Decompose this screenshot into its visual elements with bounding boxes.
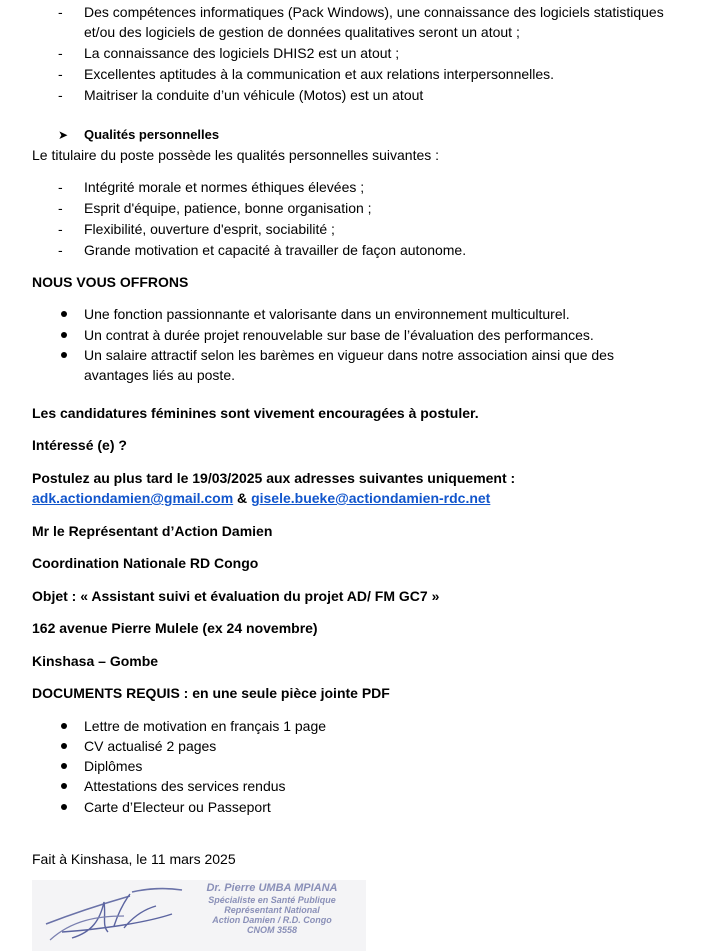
bullet-dash-icon: -	[58, 45, 63, 61]
bullet-dot-icon	[61, 804, 67, 810]
email-line	[32, 488, 490, 508]
list-item: Lettre de motivation en français 1 page	[84, 718, 327, 734]
email-link-2[interactable]: gisele.bueke@actiondamien-rdc.net	[251, 490, 491, 506]
list-item: Attestations des services rendus	[84, 778, 286, 794]
bullet-dash-icon: -	[58, 221, 63, 237]
bullet-dot-icon	[61, 783, 67, 789]
list-item: Carte d’Electeur ou Passeport	[84, 799, 271, 815]
list-item: Une fonction passionnante et valorisante dans un environnement multiculturel.	[84, 306, 570, 322]
list-item: Grande motivation et capacité à travailler de façon autonome.	[84, 242, 467, 258]
list-item: Des compétences informatiques (Pack Windows), une connaissance des logiciels statistiques	[84, 4, 664, 20]
official-stamp	[182, 882, 362, 935]
bullet-dot-icon	[61, 723, 67, 729]
bullet-dash-icon: -	[58, 179, 63, 195]
paragraph: Coordination Nationale RD Congo	[32, 555, 259, 571]
list-item: CV actualisé 2 pages	[84, 738, 217, 754]
stamp-line: Spécialiste en Santé Publique	[208, 895, 336, 905]
list-item: Esprit d'équipe, patience, bonne organisation ;	[84, 200, 372, 216]
paragraph: Objet : « Assistant suivi et évaluation du projet AD/ FM GC7 »	[32, 588, 440, 604]
list-item: Un salaire attractif selon les barèmes en vigueur dans notre association ainsi que des	[84, 347, 614, 363]
bullet-dash-icon: -	[58, 4, 63, 20]
list-item: Intégrité morale et normes éthiques élevées ;	[84, 179, 365, 195]
place-date: Fait à Kinshasa, le 11 mars 2025	[32, 851, 236, 867]
list-item: Un contrat à durée projet renouvelable sur base de l’évaluation des performances.	[84, 327, 594, 343]
stamp-line: Action Damien / R.D. Congo	[212, 915, 332, 925]
stamp-name: Dr. Pierre UMBA MPIANA	[206, 882, 338, 894]
signature-icon	[32, 880, 192, 951]
paragraph: Le titulaire du poste possède les qualités personnelles suivantes :	[32, 147, 440, 163]
list-item: Diplômes	[84, 758, 143, 774]
list-item: Maitriser la conduite d’un véhicule (Motos) est un atout	[84, 87, 424, 103]
paragraph: Mr le Représentant d’Action Damien	[32, 523, 273, 539]
list-item: avantages liés au poste.	[84, 367, 235, 383]
paragraph: Postulez au plus tard le 19/03/2025 aux adresses suivantes uniquement :	[32, 470, 516, 486]
bullet-dot-icon	[61, 763, 67, 769]
section-heading: DOCUMENTS REQUIS : en une seule pièce jointe PDF	[32, 685, 390, 701]
bullet-dot-icon	[61, 743, 67, 749]
list-item: Excellentes aptitudes à la communication et aux relations interpersonnelles.	[84, 66, 555, 82]
bullet-dash-icon: -	[58, 242, 63, 258]
bullet-dot-icon	[61, 352, 67, 358]
bullet-dash-icon: -	[58, 200, 63, 216]
list-item: La connaissance des logiciels DHIS2 est un atout ;	[84, 45, 400, 61]
paragraph: Kinshasa – Gombe	[32, 653, 159, 669]
paragraph: 162 avenue Pierre Mulele (ex 24 novembre)	[32, 620, 318, 636]
stamp-line: CNOM 3558	[246, 925, 298, 935]
section-heading: Qualités personnelles	[84, 127, 220, 142]
bullet-dash-icon: -	[58, 87, 63, 103]
email-separator: &	[237, 490, 248, 506]
paragraph: Les candidatures féminines sont vivement encouragées à postuler.	[32, 405, 479, 421]
stamp-line: Représentant National	[224, 905, 320, 915]
bullet-dot-icon	[61, 311, 67, 317]
list-item: et/ou des logiciels de gestion de données qualitatives seront un atout ;	[84, 24, 520, 40]
section-heading: NOUS VOUS OFFRONS	[32, 274, 189, 290]
bullet-dash-icon: -	[58, 66, 63, 82]
paragraph: Intéressé (e) ?	[32, 437, 127, 453]
list-item: Flexibilité, ouverture d'esprit, sociabilité ;	[84, 221, 335, 237]
arrow-bullet-icon: ➤	[58, 128, 69, 142]
email-link-1[interactable]: adk.actiondamien@gmail.com	[32, 490, 234, 506]
bullet-dot-icon	[61, 332, 67, 338]
